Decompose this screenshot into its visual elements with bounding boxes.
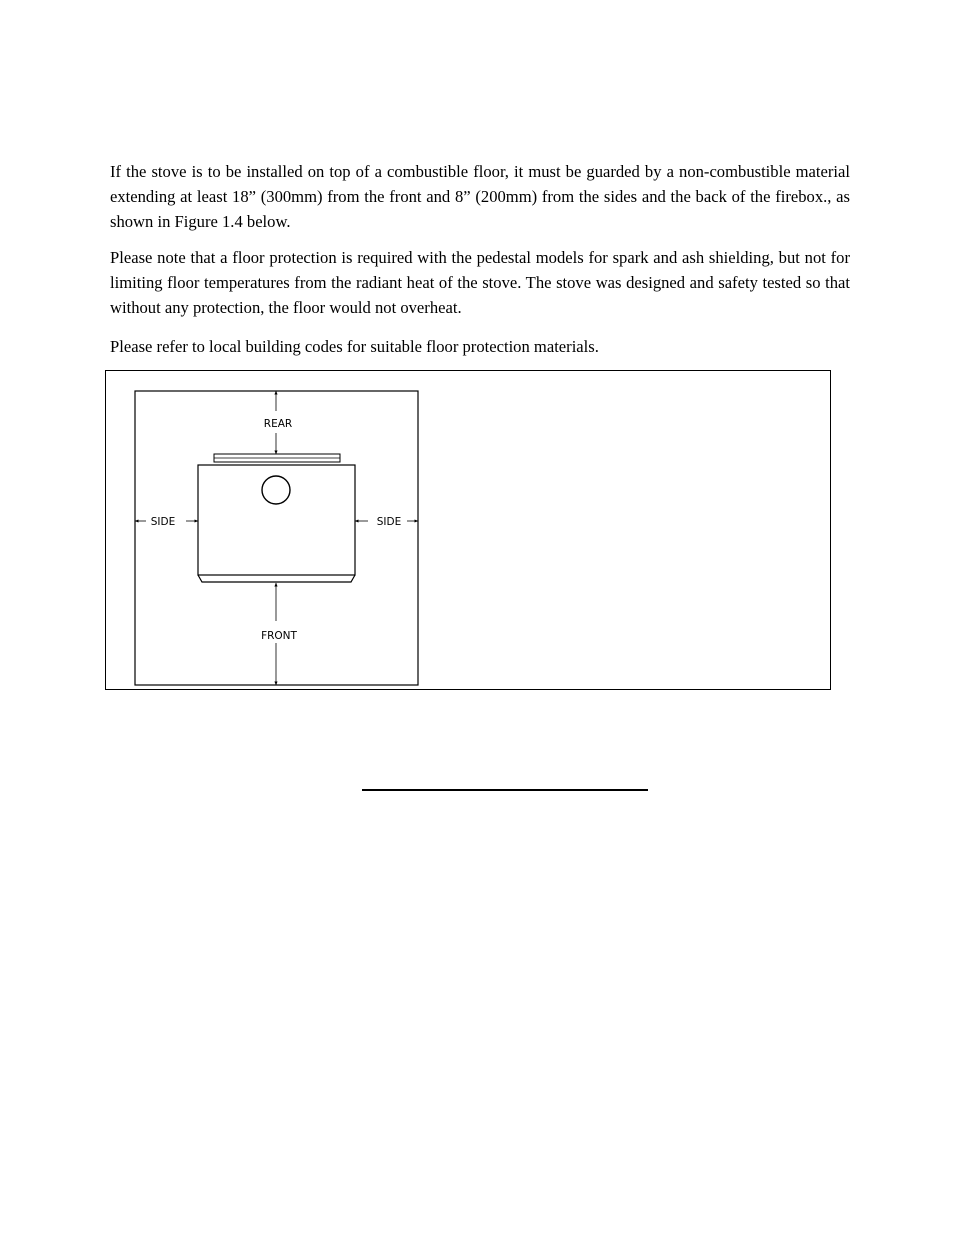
- label-front: FRONT: [261, 630, 297, 642]
- stove-front-base: [198, 575, 355, 582]
- label-side-right: SIDE: [376, 516, 402, 528]
- section-divider: [362, 789, 648, 791]
- stove-body: [198, 465, 355, 575]
- paragraph-floor-guard: If the stove is to be installed on top of a combustible floor, it must be guarded by a non-combustible material extending at least 18” (300mm) from the front and 8” (200mm) from the sides and the back of the firebox., as shown in Figure 1.4 below.: [110, 162, 850, 231]
- paragraph-building-codes: Please refer to local building codes for suitable floor protection materials.: [110, 337, 599, 356]
- label-rear: REAR: [263, 418, 293, 430]
- label-side-left: SIDE: [150, 516, 176, 528]
- flue-circle: [262, 476, 290, 504]
- figure-floor-protection: [105, 370, 831, 690]
- floor-protection-diagram: [106, 371, 832, 691]
- paragraph-pedestal-note: Please note that a floor protection is required with the pedestal models for spark and ash shielding, but not for limiting floor temperatures from the radiant heat of the stove. The stove was designed and safety tested so that without any protection, the floor would not overheat.: [110, 248, 850, 317]
